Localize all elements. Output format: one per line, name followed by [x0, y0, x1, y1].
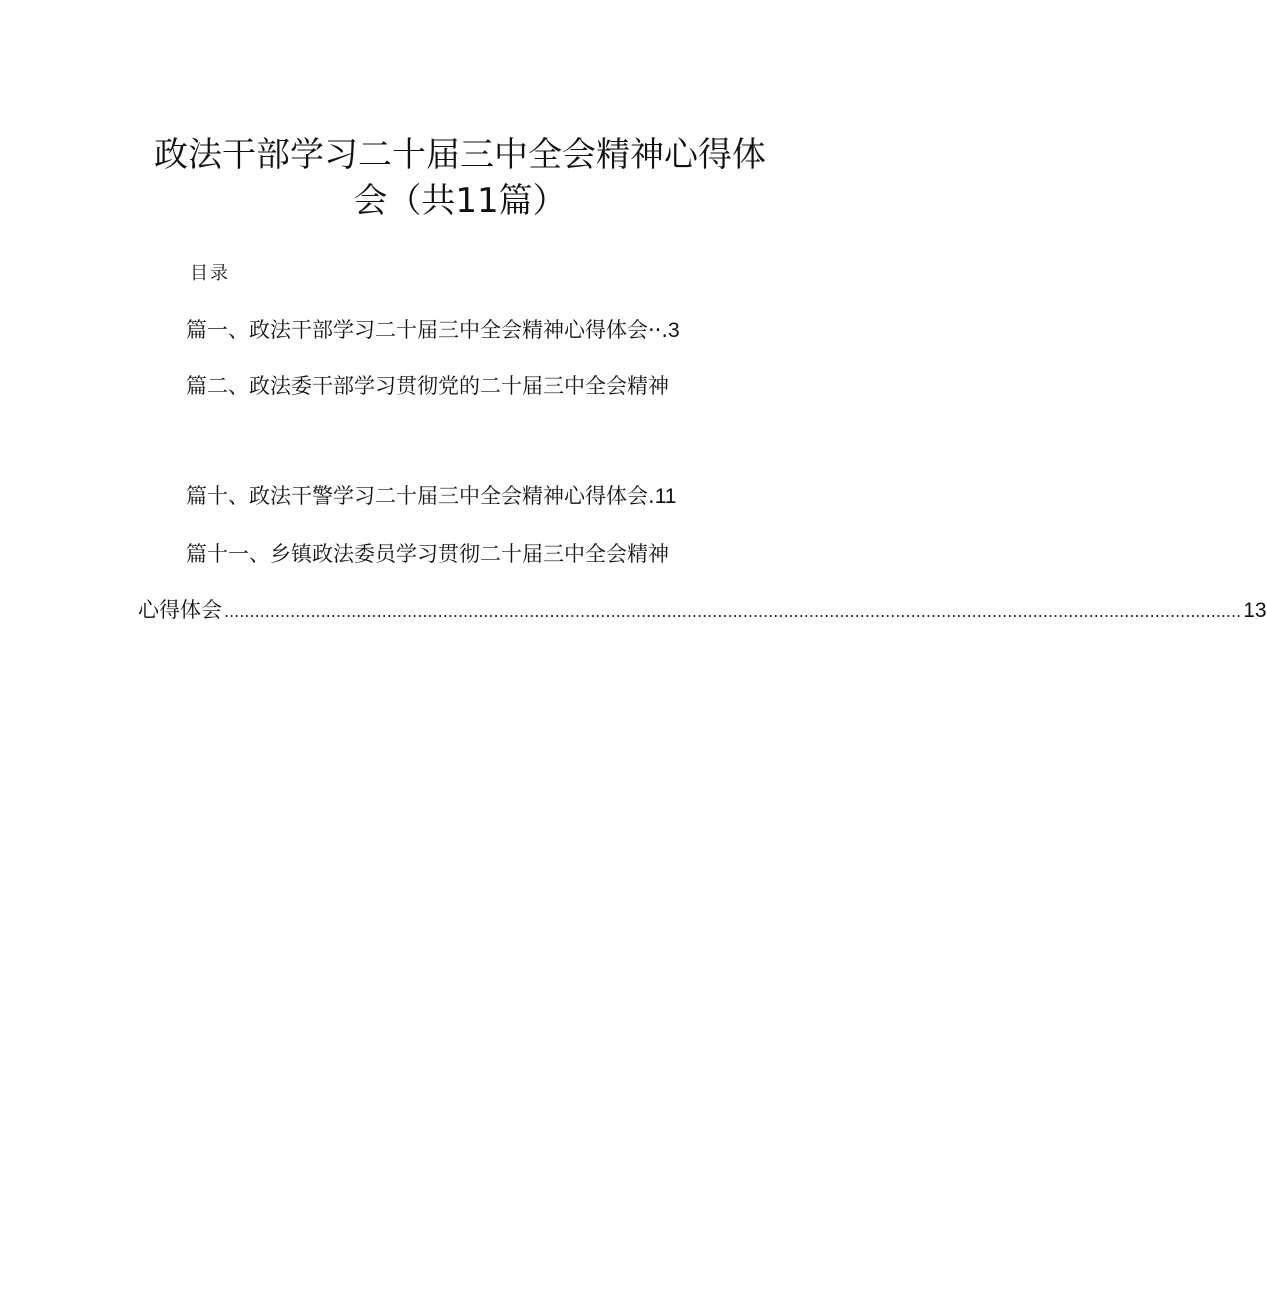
- toc-entry-10[interactable]: [186, 482, 677, 511]
- toc-entry-leader: ··.: [648, 318, 669, 342]
- toc-entry-page: 11: [654, 485, 677, 508]
- toc-entry-page: 13: [1243, 599, 1267, 622]
- toc-entry-2[interactable]: [186, 372, 669, 400]
- toc-entry-title: 篇二、政法委干部学习贯彻党的二十届三中全会精神: [186, 374, 669, 398]
- toc-entry-title: 篇十、政法干警学习二十届三中全会精神心得体会: [186, 484, 648, 508]
- document-title-line-2: 会（共11篇）: [353, 181, 567, 221]
- toc-entry-page: 3: [668, 319, 680, 342]
- document-title-line-1: 政法干部学习二十届三中全会精神心得体: [154, 135, 766, 175]
- toc-entry-1[interactable]: [186, 316, 680, 345]
- toc-heading: 目录: [190, 263, 230, 284]
- toc-entry-title: 篇十一、乡镇政法委员学习贯彻二十届三中全会精神: [186, 542, 669, 566]
- toc-entry-11[interactable]: [186, 540, 669, 568]
- toc-dot-leader: ........................................................................................................................................................................................................: [224, 602, 1242, 621]
- toc-entry-continuation-text: 心得体会: [138, 598, 222, 622]
- toc-entry-title: 篇一、政法干部学习二十届三中全会精神心得体会: [186, 318, 648, 342]
- toc-entry-leader: .: [648, 484, 655, 508]
- toc-entry-11-continuation[interactable]: [138, 596, 1267, 626]
